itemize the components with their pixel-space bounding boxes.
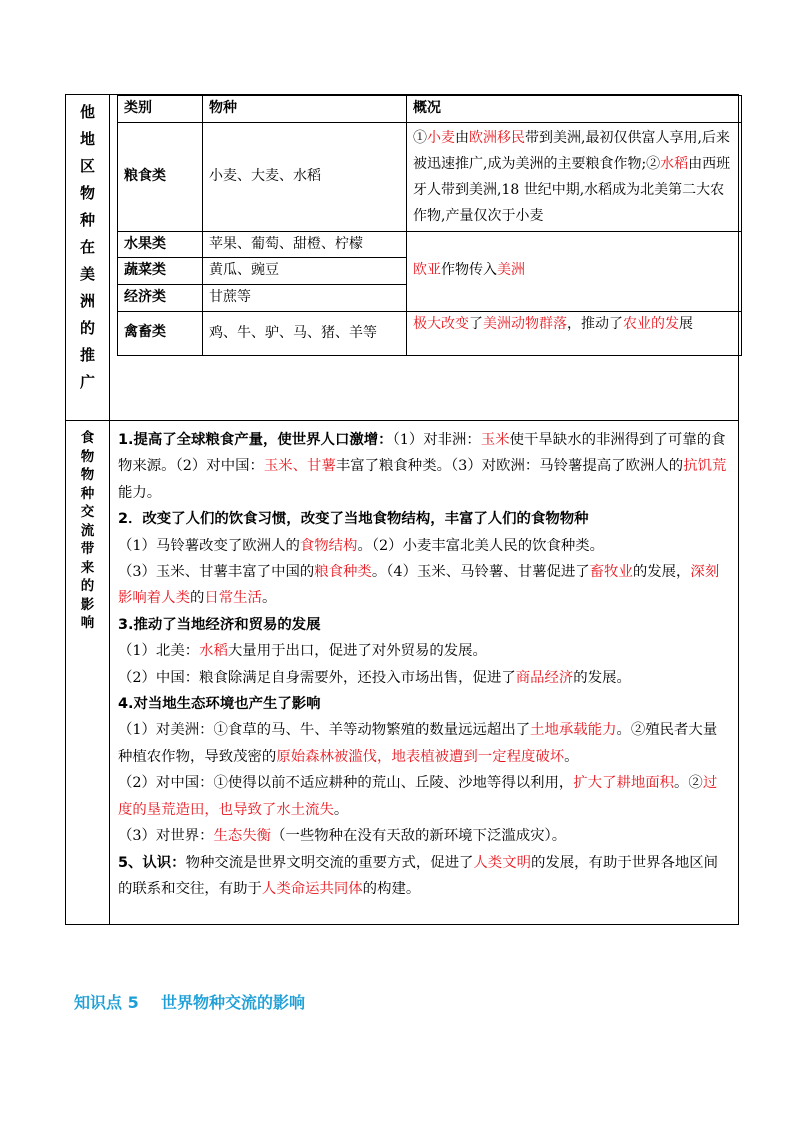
section-label-cell	[66, 95, 110, 421]
label-char: 区	[79, 157, 95, 175]
label-char: 广	[79, 373, 95, 391]
label-char: 美	[79, 265, 95, 283]
species-table-header	[118, 96, 742, 123]
text-run: （一些物种在没有天敌的新环境下泛滥成灾）。	[271, 828, 567, 845]
highlight-text: 深刻影响着人类	[118, 564, 720, 607]
text-run: 带到美洲,最初仅供富人享用,后来被迅速推广,成为美洲的主要粮食作物;②	[413, 129, 730, 172]
species-cell: 甘蔗等	[203, 285, 407, 312]
header-overview: 概况	[407, 96, 742, 123]
highlight-text: 粮食种类	[314, 564, 372, 581]
highlight-text: 原始森林被滥伐，地表植被遭到一定程度破坏	[276, 748, 565, 765]
species-table-cell	[110, 95, 739, 421]
category-cell: 禽畜类	[118, 311, 203, 355]
impact-paragraph	[118, 638, 730, 664]
highlight-text: 商品经济	[515, 669, 574, 686]
text-run: 丰富了粮食种类。（3）对欧洲：马铃薯提高了欧洲人的	[335, 458, 684, 475]
heading-text: 5、认识：	[118, 854, 186, 871]
text-run: 。	[333, 801, 349, 818]
text-run: 物种交流是世界文明交流的重要方式，促进了	[185, 854, 474, 871]
text-run: （2）中国：粮食除满足自身需要外，还投入市场出售，促进了	[118, 669, 516, 686]
highlight-text: 抗饥荒	[683, 458, 727, 475]
highlight-text: 美洲	[497, 262, 525, 279]
text-run: 。	[564, 748, 579, 765]
label-char: 的	[79, 319, 95, 337]
table-row	[118, 231, 742, 258]
highlight-text: 欧亚	[413, 262, 441, 279]
heading-text: 4.对当地生态环境也产生了影响	[118, 696, 321, 713]
text-run: 使干旱缺水的非洲得到了可靠的食物来源。（2）对中国：	[118, 432, 726, 475]
main-table	[65, 94, 739, 925]
text-run: 。（4）玉米、马铃薯、甘薯促进了	[371, 564, 590, 581]
highlight-text: 美洲动物群落	[483, 315, 567, 332]
impact-content-cell	[110, 421, 739, 925]
label-char: 流	[80, 522, 95, 539]
section-label-cell	[66, 421, 110, 925]
impact-paragraph	[118, 850, 730, 903]
label-char: 影	[80, 596, 95, 613]
label-char: 种	[80, 485, 95, 502]
highlight-text: 水稻	[660, 155, 689, 172]
species-table	[117, 95, 742, 356]
impact-paragraph	[118, 823, 730, 849]
label-char: 的	[80, 578, 95, 594]
highlight-text: 玉米、甘薯	[263, 458, 336, 475]
label-char: 物	[80, 467, 95, 483]
text-run: 能力。	[118, 484, 162, 501]
text-run: （1）北美：	[118, 643, 200, 660]
text-run: （1）对非洲：	[392, 432, 481, 448]
shared-overview-cell	[407, 231, 742, 311]
text-run: 由	[455, 129, 469, 146]
text-run: 展	[679, 315, 693, 332]
heading-text: 3.推动了当地经济和贸易的发展	[118, 616, 321, 633]
category-cell: 蔬菜类	[118, 258, 203, 285]
species-cell: 小麦、大麦、水稻	[203, 122, 407, 231]
label-char: 在	[79, 238, 95, 256]
text-run: ，推动了	[567, 315, 623, 332]
text-run: 由西班牙人带到美洲,18 世纪中期,水稻成为北美第二大农作物,产量仅次于小麦	[413, 155, 731, 224]
highlight-text: 玉米	[480, 432, 510, 448]
header-category: 类别	[118, 96, 203, 123]
impact-paragraph	[118, 665, 730, 691]
text-run: （3）玉米、甘薯丰富了中国的	[118, 564, 315, 581]
text-run: 的发展，	[632, 564, 691, 581]
label-char: 带	[80, 541, 95, 557]
category-cell: 水果类	[118, 231, 203, 258]
heading-text: 1.提高了全球粮食产量，使世界人口激增：	[118, 432, 393, 448]
impact-paragraph	[118, 691, 730, 717]
label-char: 他	[79, 103, 95, 121]
text-run: （1）马铃薯改变了欧洲人的	[118, 537, 300, 554]
highlight-text: 人类文明	[473, 854, 531, 871]
text-run: 的	[189, 590, 205, 607]
overview-cell	[407, 311, 742, 355]
text-run: 。②	[674, 775, 703, 792]
highlight-text: 生态失衡	[213, 828, 272, 845]
label-char: 物	[79, 184, 95, 202]
text-run: 了	[469, 315, 483, 332]
highlight-text: 食物结构	[299, 537, 358, 554]
section-species-row	[66, 95, 739, 421]
impact-paragraph	[118, 612, 730, 638]
text-run: （1）对美洲：①食草的马、牛、羊等动物繁殖的数量远远超出了	[118, 722, 531, 739]
label-char: 食	[80, 430, 95, 446]
text-run: 作物传入	[441, 262, 497, 279]
text-run: （3）对世界：	[118, 828, 214, 845]
label-char: 响	[80, 615, 95, 631]
label-char: 地	[79, 130, 95, 148]
label-char: 物	[80, 448, 95, 465]
highlight-text: 土地承载能力	[530, 722, 617, 739]
table-row	[118, 122, 742, 231]
category-cell: 经济类	[118, 285, 203, 312]
highlight-text: 扩大了耕地面积	[573, 775, 675, 792]
text-run: 。②殖民者大量种植农作物，导致茂密的	[118, 722, 718, 765]
label-char: 推	[79, 346, 95, 364]
label-char: 洲	[79, 292, 95, 310]
text-run: 。（2）小麦丰富北美人民的饮食种类。	[357, 537, 605, 554]
species-cell: 苹果、葡萄、甜橙、柠檬	[203, 231, 407, 258]
text-run: 大量用于出口，促进了对外贸易的发展。	[227, 643, 487, 660]
section-label-species-spread	[66, 95, 109, 396]
species-cell: 黄瓜、豌豆	[203, 258, 407, 285]
species-cell: 鸡、牛、驴、马、猪、羊等	[203, 311, 407, 355]
text-run: ①	[413, 129, 427, 146]
overview-cell	[407, 122, 742, 231]
highlight-text: 农业的发	[623, 315, 679, 332]
label-char: 种	[79, 211, 95, 229]
impact-paragraph	[118, 717, 730, 770]
highlight-text: 人类命运共同体	[261, 880, 363, 897]
impact-paragraph	[118, 506, 730, 532]
highlight-text: 畜牧业	[589, 564, 633, 581]
label-char: 来	[80, 559, 95, 576]
section-impact-row	[66, 421, 739, 925]
impact-paragraph	[118, 770, 730, 823]
label-char: 交	[80, 504, 95, 520]
heading-text: 2．改变了人们的饮食习惯，改变了当地食物结构，丰富了人们的食物物种	[118, 511, 589, 528]
section-label-exchange-impact	[66, 421, 109, 633]
impact-paragraph	[118, 427, 730, 506]
text-run: 的发展，有助于世界各地区间的联系和交往，有助于	[118, 854, 719, 897]
text-run: 的构建。	[362, 880, 421, 897]
text-run: （2）对中国：①使得以前不适应耕种的荒山、丘陵、沙地等得以利用，	[118, 775, 574, 792]
impact-paragraph	[118, 559, 730, 612]
table-row	[118, 311, 742, 355]
highlight-text: 过度的垦荒造田，也导致了水土流失	[118, 775, 718, 818]
text-run: 的发展。	[573, 669, 631, 686]
highlight-text: 小麦	[427, 129, 455, 146]
highlight-text: 极大改变	[413, 315, 469, 332]
highlight-text: 日常生活	[204, 590, 262, 607]
highlight-text: 欧洲移民	[469, 129, 525, 146]
category-cell: 粮食类	[118, 122, 203, 231]
highlight-text: 水稻	[199, 643, 228, 660]
impact-paragraph	[118, 533, 730, 559]
section-title: 知识点 5 世界物种交流的影响	[74, 993, 305, 1012]
header-species: 物种	[203, 96, 407, 123]
impact-content	[110, 421, 738, 902]
text-run: 。	[261, 590, 277, 607]
